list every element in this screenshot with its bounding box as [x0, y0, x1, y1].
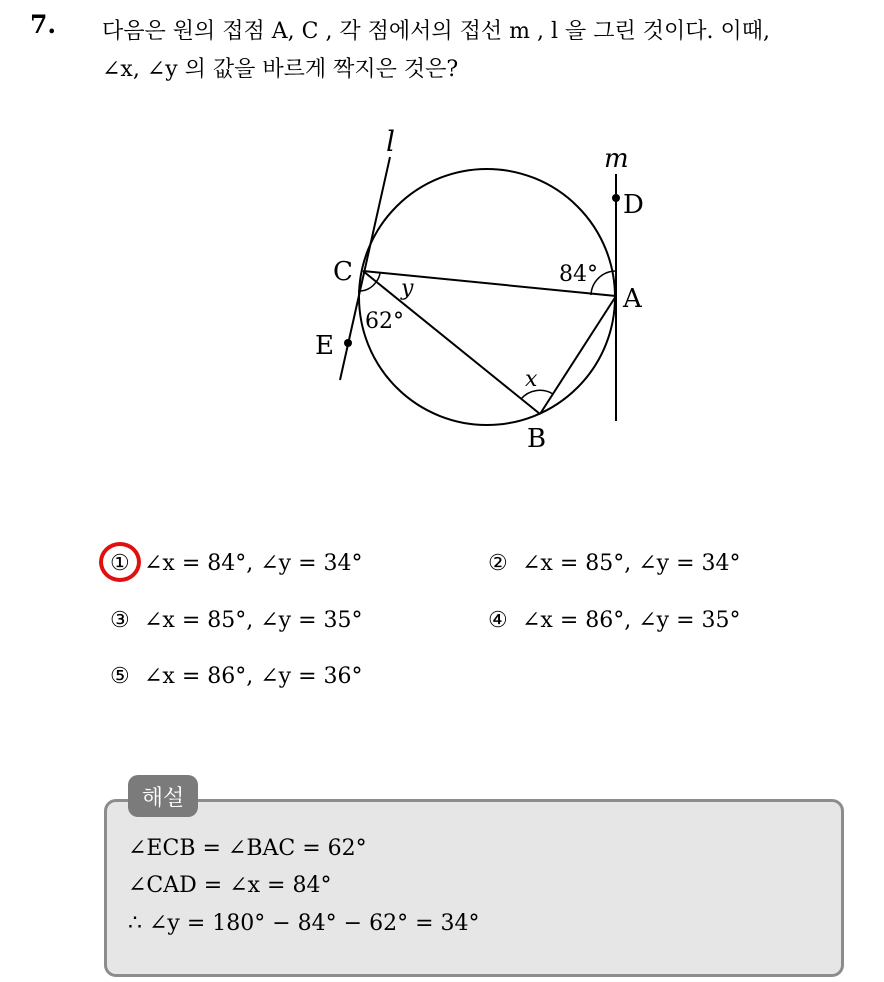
option-5-number: ⑤: [110, 664, 130, 689]
label-C: C: [333, 257, 353, 287]
option-4[interactable]: [488, 608, 741, 633]
option-1-number: ①: [110, 551, 130, 576]
question-text-line2: ∠x, ∠y 의 값을 바르게 짝지은 것은?: [102, 57, 459, 82]
label-angle-62: 62°: [365, 309, 404, 334]
arc-y: [376, 273, 380, 282]
solution-line-2: ∠CAD = ∠x = 84°: [128, 873, 332, 898]
option-2[interactable]: [488, 551, 741, 576]
option-5[interactable]: [110, 664, 363, 689]
option-2-number: ②: [488, 551, 508, 576]
point-E-dot: [344, 339, 352, 347]
option-1-text: ∠x = 84°, ∠y = 34°: [144, 551, 363, 576]
option-3-text: ∠x = 85°, ∠y = 35°: [144, 608, 363, 633]
label-m: m: [604, 144, 629, 174]
question-number: 7.: [30, 10, 57, 39]
label-angle-x: x: [525, 367, 538, 392]
label-angle-84: 84°: [559, 262, 598, 287]
label-B: B: [527, 424, 547, 454]
solution-line-1: ∠ECB = ∠BAC = 62°: [128, 836, 367, 861]
segment-CB: [363, 271, 540, 414]
option-3-number: ③: [110, 608, 130, 633]
option-2-text: ∠x = 85°, ∠y = 34°: [522, 551, 741, 576]
solution-line-3: ∴ ∠y = 180° − 84° − 62° = 34°: [128, 911, 480, 936]
label-l: l: [386, 125, 395, 158]
label-angle-y: y: [401, 276, 414, 301]
label-E: E: [315, 331, 334, 361]
circle: [359, 169, 615, 425]
label-D: D: [623, 190, 644, 220]
solution-tag: 해설: [128, 775, 198, 817]
option-5-text: ∠x = 86°, ∠y = 36°: [144, 664, 363, 689]
segment-BA: [540, 296, 616, 414]
question-text-line1: 다음은 원의 접점 A, C , 각 점에서의 접선 m , l 을 그린 것이다. 이때,: [102, 19, 771, 44]
label-A: A: [623, 284, 642, 314]
geometry-figure: [300, 120, 680, 460]
option-3[interactable]: [110, 608, 363, 633]
option-1[interactable]: [110, 551, 363, 576]
option-4-text: ∠x = 86°, ∠y = 35°: [522, 608, 741, 633]
option-4-number: ④: [488, 608, 508, 633]
point-D-dot: [612, 194, 620, 202]
